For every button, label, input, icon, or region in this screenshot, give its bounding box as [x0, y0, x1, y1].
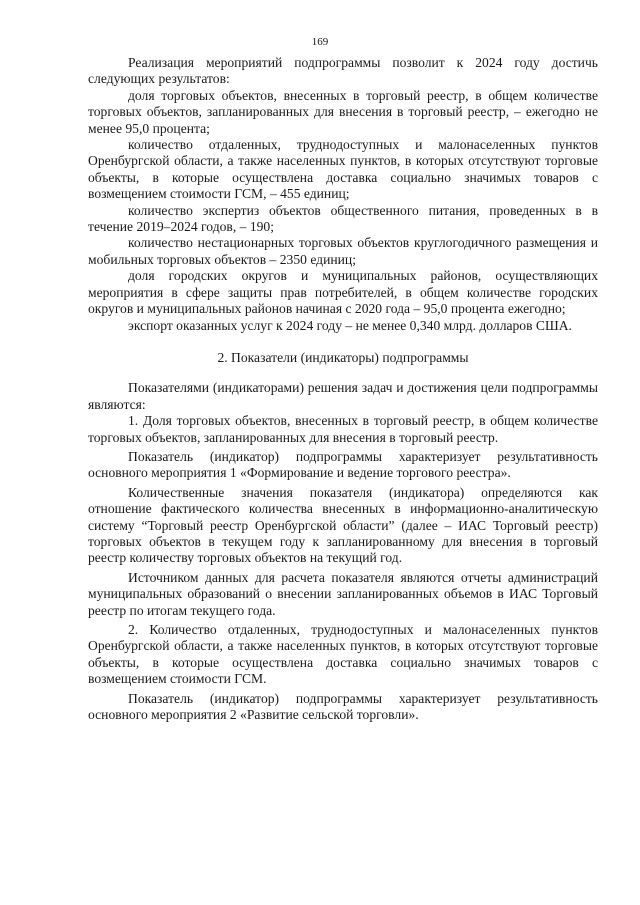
- result-item: количество нестационарных торговых объектов круглогодичного размещения и мобильных торговых объектов – 2350 единиц;: [88, 235, 598, 267]
- section-heading: 2. Показатели (индикаторы) подпрограммы: [217, 349, 469, 365]
- result-item: количество экспертиз объектов общественного питания, проведенных в в течение 2019–2024 годов, – 190;: [88, 202, 598, 235]
- indicator-item: 1. Доля торговых объектов, внесенных в торговый реестр, в общем количестве торговых объектов, запланированных для внесения в торговый реестр.: [88, 413, 598, 445]
- result-item: количество отдаленных, труднодоступных и малонаселенных пунктов Оренбургской области, а также населенных пунктов, в которых отсутствуют торговые объекты, в которые осуществлена доставка социально значимых товаров с возмещением стоимости ГСМ, – 455 единиц;: [88, 137, 598, 202]
- result-item: экспорт оказанных услуг к 2024 году – не менее 0,340 млрд. долларов США.: [128, 317, 572, 333]
- paragraph: Показателями (индикаторами) решения задач и достижения цели подпрограммы являются:: [88, 380, 598, 412]
- paragraph: Показатель (индикатор) подпрограммы характеризует результативность основного мероприятия 2 «Развитие сельской торговли».: [88, 690, 598, 723]
- paragraph: Показатель (индикатор) подпрограммы характеризует результативность основного мероприятия 1 «Формирование и ведение торгового реестра».: [88, 448, 598, 481]
- paragraph: Количественные значения показателя (индикатора) определяются как отношение фактического количества внесенных в информационно-аналитическую систему “Торговый реестр Оренбургской области” (далее – ИАС Торговый реестр) торговых объектов в текущем году к запланированному для внесения в торговый реестр количеству торговых объектов на текущий год.: [88, 484, 598, 566]
- paragraph-intro: Реализация мероприятий подпрограммы позволит к 2024 году достичь следующих результатов:: [88, 55, 598, 87]
- paragraph: Источником данных для расчета показателя являются отчеты администраций муниципальных образований о внесении запланированных объемов в ИАС Торговый реестр по итогам текущего года.: [88, 569, 598, 618]
- result-item: доля городских округов и муниципальных районов, осуществляющих мероприятия в сфере защиты прав потребителей, в общем количестве городских округов и муниципальных районов начиная с 2020 года – 95,0 процента ежегодно;: [88, 268, 598, 317]
- page-number: 169: [311, 36, 329, 48]
- indicator-item: 2. Количество отдаленных, труднодоступных и малонаселенных пунктов Оренбургской области, а также населенных пунктов, в которых отсутствуют торговые объекты, в которые осуществлена доставка социально значимых товаров с возмещением стоимости ГСМ.: [88, 622, 598, 687]
- document-body: [88, 55, 598, 723]
- result-item: доля торговых объектов, внесенных в торговый реестр, в общем количестве торговых объектов, запланированных для внесения в торговый реестр, – ежегодно не менее 95,0 процента;: [88, 87, 598, 136]
